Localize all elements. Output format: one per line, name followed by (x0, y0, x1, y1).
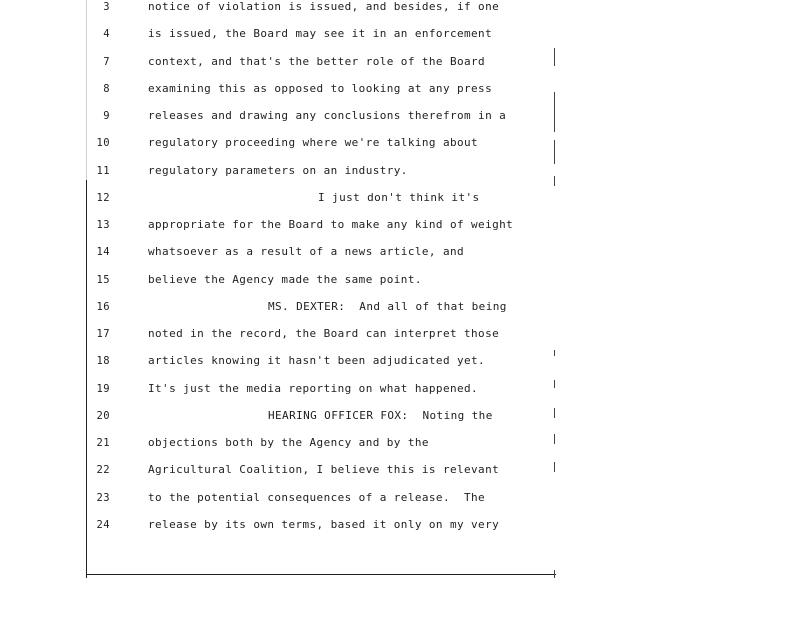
transcript-line (90, 133, 550, 153)
line-number: 17 (96, 328, 110, 340)
line-number: 23 (96, 491, 110, 504)
line-text: HEARING OFFICER FOX: Noting the (268, 408, 493, 422)
transcript-line (90, 24, 550, 44)
right-edge-marks (552, 0, 558, 580)
transcript-line (90, 406, 550, 426)
transcript-line (90, 79, 550, 99)
transcript-line (90, 297, 550, 317)
line-text: MS. DEXTER: And all of that being (268, 299, 507, 313)
line-number: 19 (96, 382, 110, 395)
line-number: 22 (96, 464, 110, 477)
line-text: releases and drawing any conclusions therefrom in a (148, 109, 507, 122)
transcript-line (90, 488, 550, 508)
line-text: I just don't think it's (318, 190, 480, 204)
transcript-line (90, 324, 550, 344)
bottom-rule (86, 574, 556, 575)
transcript-line (90, 52, 550, 72)
transcript-line (90, 106, 550, 126)
line-number: 9 (103, 110, 110, 122)
line-text: regulatory proceeding where we're talking about (148, 136, 479, 150)
line-number: 3 (103, 1, 110, 13)
line-number: 12 (96, 191, 110, 204)
transcript-line (90, 460, 550, 480)
line-number: 11 (96, 164, 110, 177)
transcript-line (90, 270, 550, 290)
line-text: believe the Agency made the same point. (148, 272, 422, 286)
line-text: It's just the media reporting on what happened. (148, 381, 479, 395)
line-text: Agricultural Coalition, I believe this is relevant (148, 463, 500, 477)
transcript-line (90, 379, 550, 399)
transcript-line (90, 0, 550, 17)
line-text: articles knowing it hasn't been adjudicated yet. (148, 354, 486, 368)
transcript-line (90, 161, 550, 181)
line-number: 7 (103, 55, 110, 68)
line-text: whatsoever as a result of a news article, and (148, 245, 465, 259)
line-text: appropriate for the Board to make any kind of weight (148, 218, 514, 231)
line-number: 8 (103, 82, 110, 95)
line-text: noted in the record, the Board can interpret those (148, 327, 500, 340)
line-text: is issued, the Board may see it in an enforcement (148, 27, 493, 41)
line-text: notice of violation is issued, and besides, if one (148, 0, 500, 13)
line-number: 20 (96, 409, 110, 422)
line-text: regulatory parameters on an industry. (148, 163, 408, 177)
line-number: 18 (96, 355, 110, 368)
transcript-line (90, 515, 550, 535)
line-number: 10 (96, 137, 110, 150)
left-margin-rule (86, 180, 87, 578)
transcript-line (90, 215, 550, 235)
transcript-line (90, 351, 550, 371)
line-number: 15 (96, 273, 110, 286)
line-text: context, and that's the better role of the Board (148, 54, 486, 68)
line-text: examining this as opposed to looking at any press (148, 81, 493, 95)
line-number: 21 (96, 437, 110, 449)
line-number: 24 (96, 518, 110, 531)
line-number: 16 (96, 300, 110, 313)
line-text: to the potential consequences of a release. The (148, 490, 486, 504)
line-number: 4 (103, 28, 110, 41)
line-text: objections both by the Agency and by the (148, 436, 429, 449)
transcript-line (90, 188, 550, 208)
line-text: release by its own terms, based it only on my very (148, 517, 500, 531)
transcript-line (90, 242, 550, 262)
transcript-line (90, 433, 550, 453)
line-number: 13 (96, 219, 110, 231)
line-number: 14 (96, 246, 110, 259)
